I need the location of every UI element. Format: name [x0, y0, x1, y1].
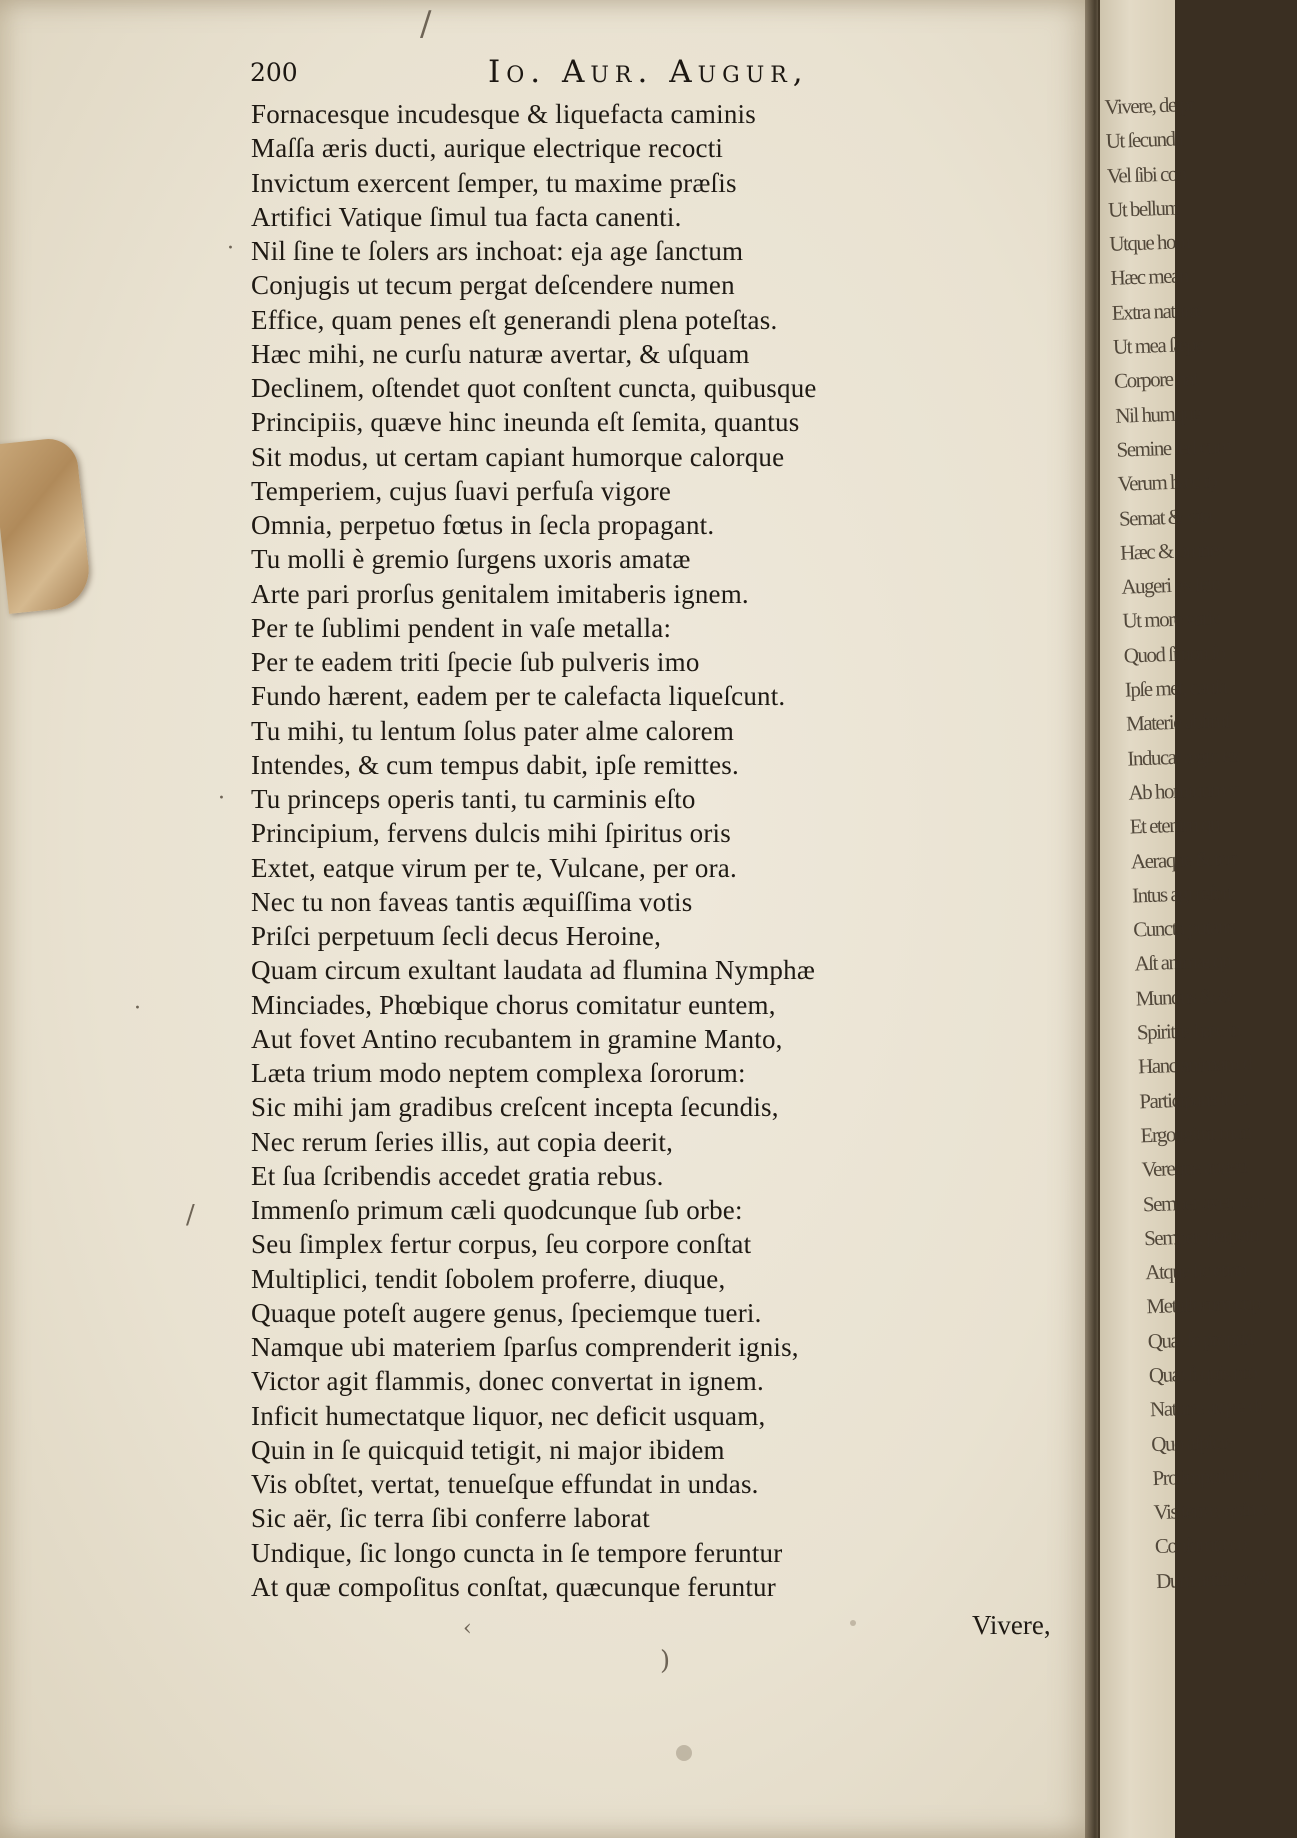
verse-line: Maſſa æris ducti, aurique electrique recocti: [251, 133, 724, 164]
facing-line: Semper, perpetu: [1143, 1222, 1259, 1251]
verse-line: Declinem, oſtendet quot conſtent cuncta, quibusque: [251, 373, 817, 403]
facing-line: Intus agi refert: [1131, 879, 1233, 908]
facing-line: Vereque augeri: [1141, 1153, 1248, 1182]
facing-page-text: [1104, 85, 1297, 1598]
facing-line: Naturæ atque di: [1149, 1393, 1263, 1422]
facing-line: Participans in u: [1138, 1085, 1247, 1113]
facing-line: Mundus & &: [1135, 982, 1234, 1011]
verse-line: Intendes, & cum tempus dabit, ipſe remittes.: [251, 749, 739, 780]
verse-line: Et ſua ſcribendis accedet gratia rebus.: [251, 1160, 664, 1191]
facing-line: Hæc mean: [1110, 263, 1189, 291]
facing-line: Materie abſtruſ: [1125, 708, 1230, 736]
facing-line: Ut bellum: [1107, 195, 1180, 222]
facing-line: Ab hominum v: [1128, 776, 1239, 805]
verse-line: Principiis, quæve hinc ineunda eſt ſemita, quantus: [251, 407, 800, 438]
verse-line: Vis obſtet, vertat, tenueſque effundat in undas.: [251, 1469, 759, 1499]
verse-line: Nil ſine te ſolers ars inchoat: eja age ſanctum: [251, 236, 744, 266]
verse-line: Priſci perpetuum ſecli decus Heroine,: [251, 921, 662, 951]
verse-line: Undique, ſic longo cuncta in ſe tempore feruntur: [251, 1537, 783, 1568]
verse-line: Quam circum exultant laudata ad flumina Nymphæ: [251, 955, 816, 986]
verse-line: Arte pari prorſus genitalem imitaberis ignem.: [251, 578, 749, 609]
facing-line: Conſumta co: [1154, 1531, 1247, 1559]
running-title: Io. Aur. Augur,: [488, 54, 809, 90]
facing-line: Ipſe met, cauſa: [1124, 674, 1227, 702]
verse-line: Tu mihi, tu lentum ſolus pater alme calorem: [251, 715, 735, 746]
facing-line: Cuncta putans: [1132, 914, 1234, 942]
facing-line: Ut mea ſæpe: [1112, 331, 1203, 359]
facing-line: Hæc & omnes: [1119, 536, 1225, 565]
ink-stroke: ‹: [463, 1616, 472, 1641]
facing-line: Semper avet, ſem: [1142, 1187, 1266, 1216]
verse-line: Per te ſublimi pendent in vaſe metalla:: [251, 612, 672, 643]
verse-line: At quæ compoſitus conſtat, quæcunque feruntur: [251, 1571, 776, 1602]
verse-line: Victor agit flammis, donec convertat in ignem.: [251, 1366, 764, 1397]
verse-line: Fundo hærent, eadem per te calefacta liqueſcunt.: [251, 681, 786, 712]
ink-dot: ·: [218, 786, 225, 811]
verse-line: Sit modus, ut certam capiant humorque calorque: [251, 441, 785, 472]
facing-line: Hanc animam d: [1137, 1050, 1252, 1079]
verse-line: Immenſo primum cæli quodcunque ſub orbe:: [251, 1195, 743, 1225]
facing-line: Verum hæc ip: [1117, 468, 1217, 497]
facing-line: Dum artifices &: [1155, 1564, 1271, 1593]
facing-line: Augeri ex ſeſe: [1120, 571, 1220, 599]
facing-line: Corpore nat: [1113, 366, 1198, 394]
verse-line: Hæc mihi, ne curſu naturæ avertar, & uſquam: [251, 338, 750, 369]
facing-line: Quo aſpicie: [1150, 1428, 1233, 1456]
facing-line: Pro imperium le: [1152, 1462, 1267, 1491]
verse-line: Principium, fervens dulcis mihi ſpiritus oris: [251, 818, 731, 849]
facing-line: Nil humque: [1114, 400, 1201, 428]
facing-line: Et etenim qu: [1129, 811, 1220, 839]
catchword: Vivere,: [972, 1610, 1051, 1640]
facing-line: Metallorum cup: [1146, 1290, 1261, 1319]
facing-line: Quod ſi non ſo: [1123, 639, 1226, 668]
facing-line: Aeraque & terr: [1130, 845, 1238, 874]
facing-page-edge: [1100, 0, 1271, 1838]
facing-line: Spiritus hæc in: [1136, 1016, 1241, 1045]
verse-line: Temperiem, cujus ſuavi perfuſa vigore: [251, 475, 672, 506]
verse-line: Nec rerum ſeries illis, aut copia deerit,: [251, 1126, 674, 1157]
facing-line: Extra naturæ: [1111, 297, 1203, 325]
verse-line: Nec tu non faveas tantis æquiſſima votis: [251, 886, 693, 917]
ink-stroke: /: [186, 1200, 195, 1230]
verse-line: Læta trium modo neptem complexa ſororum:: [251, 1058, 746, 1088]
verse-line: Multiplici, tendit ſobolem proferre, diuque,: [251, 1263, 726, 1294]
ink-stroke: ): [660, 1646, 671, 1676]
verse-line: Tu princeps operis tanti, tu carminis eſto: [251, 784, 696, 814]
facing-line: Vel ſibi con: [1106, 160, 1187, 188]
verse-line: Minciades, Phœbique chorus comitatur euntem,: [251, 989, 776, 1020]
verse-line: Namque ubi materiem ſparſus comprenderit ignis,: [251, 1332, 799, 1362]
facing-line: Inducat ægre ex: [1126, 742, 1240, 771]
facing-line: Ut more varie: [1122, 605, 1221, 634]
verse-line: Artifici Vatique ſimul tua facta canenti.: [251, 201, 682, 232]
verse-line: Aut fovet Antino recubantem in gramine Manto,: [251, 1023, 783, 1054]
facing-line: Atque ſic etian: [1144, 1256, 1247, 1285]
verse-line: Invictum exercent ſemper, tu maxime præſis: [251, 167, 737, 198]
page-header: [0, 54, 1098, 98]
facing-line: Semat & vita: [1118, 503, 1213, 531]
verse-line: Fornacesque incudesque & liquefacta caminis: [251, 99, 756, 129]
verse-line: Sic aër, ſic terra ſibi conferre laborat: [251, 1503, 650, 1534]
verse-line: Tu molli è gremio ſurgens uxoris amatæ: [251, 544, 691, 575]
ink-dot: ·: [134, 996, 141, 1021]
wooden-page-weight: [0, 436, 93, 614]
verse-line: Omnia, perpetuo fœtus in ſecla propagant.: [251, 510, 715, 540]
paper-spot: [850, 1620, 856, 1626]
verse-line: Extet, eatque virum per te, Vulcane, per ora.: [251, 852, 737, 883]
verse-line: Inficit humectatque liquor, nec deficit usquam,: [251, 1400, 766, 1431]
facing-line: Aſt animæ qu: [1134, 948, 1232, 976]
facing-line: Vivere, de pr: [1104, 91, 1195, 119]
verse-line: Quaque poteſt augere genus, ſpeciemque tueri.: [251, 1297, 762, 1328]
verse-line: Conjugis ut tecum pergat deſcendere numen: [251, 270, 735, 301]
facing-line: Ut ſecunda: [1105, 126, 1183, 154]
ink-stroke: /: [420, 4, 432, 44]
facing-line: Semine ſed cum: [1116, 433, 1232, 462]
verse-line: Per te eadem triti ſpecie ſub pulveris imo: [251, 647, 700, 677]
facing-line: Utque hom: [1108, 229, 1191, 257]
verse-line: Quin in ſe quicquid tetigit, ni major ibidem: [251, 1434, 725, 1465]
page-number: 200: [250, 58, 298, 87]
facing-line: Ergo igitur mari: [1140, 1119, 1252, 1148]
facing-line: Vis terræ, quin e: [1153, 1496, 1268, 1525]
verse-line: Effice, quam penes eſt generandi plena poteſtas.: [251, 304, 778, 335]
facing-line: Quæ ſe propria: [1147, 1325, 1254, 1353]
verse-line: Seu ſimplex fertur corpus, ſeu corpore conſtat: [251, 1229, 752, 1260]
paper-spot: [676, 1745, 692, 1761]
poem-text: [251, 97, 951, 1604]
facing-line: Quæ ſi quis pro: [1148, 1359, 1257, 1388]
verse-line: Sic mihi jam gradibus creſcent incepta ſecundis,: [251, 1092, 779, 1123]
ink-dot: ·: [227, 236, 234, 261]
